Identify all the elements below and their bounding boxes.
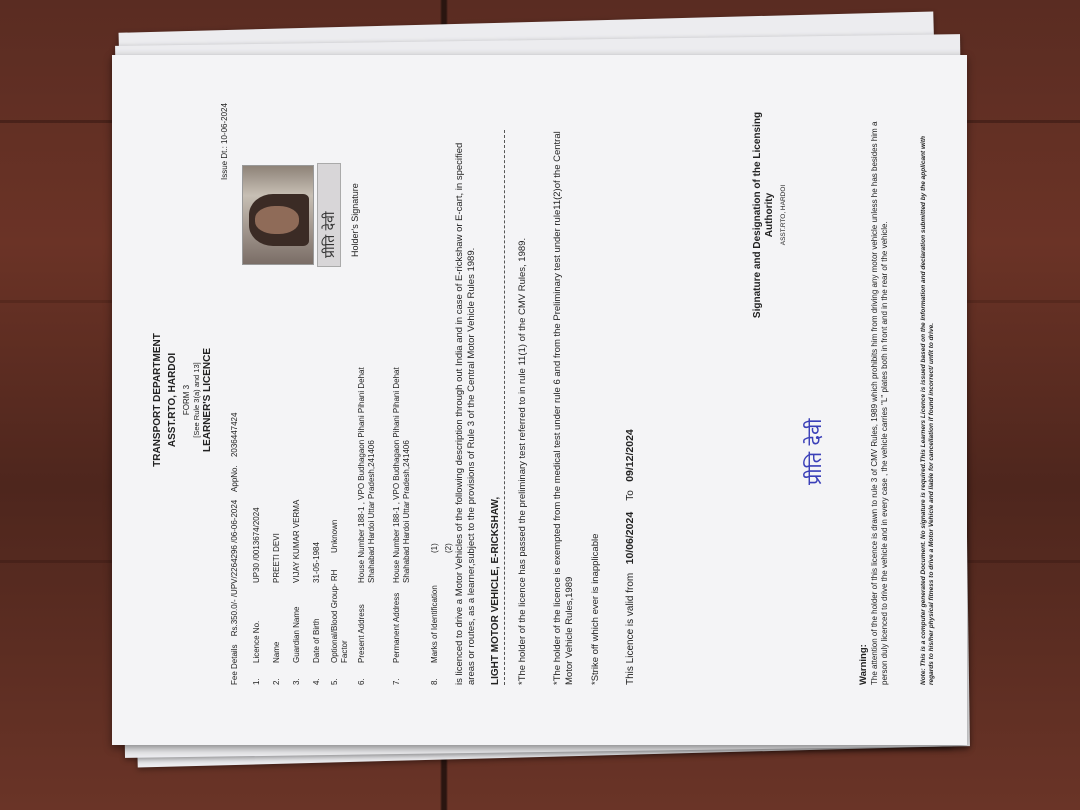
validity-period (624, 429, 638, 685)
licence-page (112, 55, 967, 745)
fee-details (230, 407, 240, 685)
strike-off-note: *Strike off which ever is inapplicable (590, 533, 601, 685)
identification-mark-2: (2) (444, 543, 453, 553)
photo-signature-box (317, 163, 341, 267)
validity-label: This Licence is valid from (625, 572, 636, 685)
field-licence-no: 1.Licence No.UP30 /0013674/2024 (252, 507, 261, 685)
app-no-value: 2036447424 (230, 412, 239, 458)
valid-to-date: 09/12/2024 (624, 429, 636, 482)
photo-face (255, 206, 299, 234)
rule-reference: [See Rule 3(a) and 13] (192, 362, 201, 438)
dotted-divider (504, 130, 505, 685)
licensing-authority-title: Signature and Designation of the Licensing Authority (752, 111, 775, 319)
licensed-paragraph: is licenced to drive a Motor Vehicles of the following description through out India and in case of E-rickshaw or E-cart, in specified areas or routes, as a learner,subject to the provisions of Rule 3 of the Central Motor Vehicle Rules 1989. (454, 142, 478, 685)
warning-heading: Warning: (858, 644, 869, 685)
computer-generated-note: Note: This is a computer generated Document. No signature is required.This Learners Licence is issued based on the Information and declaration submitted by the applicant with regards to his/her physical fitness to drive a Motor Vehicle and liable for cancellation if found incorrect/ unfit to drive. (920, 136, 936, 685)
app-no-label: AppNo. (230, 465, 239, 492)
validity-to-label: To (625, 490, 636, 501)
form-number: FORM 3 (182, 384, 191, 416)
office-title: ASST.RTO, HARDOI (167, 352, 178, 448)
holder-photo (242, 165, 314, 265)
department-title: TRANSPORT DEPARTMENT (152, 333, 163, 467)
valid-from-date: 10/06/2024 (624, 511, 636, 565)
fee-label: Fee Details (230, 644, 239, 685)
field-permanent-address: 7.Permanent AddressHouse Number 188-1 , VPO Budhagaon Pihani Pihani Dehat Shahabad Hardoi Uttar Pradesh,241406 (392, 367, 411, 685)
field-present-address: 6.Present AddressHouse Number 188-1 , VPO Budhagaon Pihani Pihani Dehat Shahabad Hardoi Uttar Pradesh,241406 (357, 367, 376, 685)
field-name: 2.NamePREETI DEVI (272, 533, 281, 685)
field-date-of-birth: 4.Date of Birth31-05-1984 (312, 542, 321, 685)
field-identification-marks: 8.Marks of Identification(1) (430, 543, 439, 685)
fee-value: Rs.350.0/- /UPV/2264296 /06-06-2024 (230, 499, 239, 637)
photo-signature: प्रीति देवी (322, 211, 338, 258)
preliminary-test-note: *The holder of the licence has passed the preliminary test referred to in rule 11(1) of the CMV Rules, 1989. (517, 237, 528, 685)
medical-exemption-note: *The holder of the licence is exempted from the medical test under rule 6 and from the Preliminary test under rule11(2)of the Central Motor Vehicle Rules,1989 (552, 131, 576, 685)
issue-date: Issue Dt.: 10-06-2024 (220, 103, 229, 180)
licence-document (112, 55, 967, 745)
field-guardian-name: 3.Guardian NameVIJAY KUMAR VERMA (292, 499, 301, 685)
holder-signature-label: Holder's Signature (350, 183, 360, 257)
handwritten-signature: प्रीति देवी (802, 418, 826, 485)
field-blood-group: 5.Optional/Blood Group- RH FactorUnknown (330, 519, 349, 685)
vehicle-class: LIGHT MOTOR VEHICLE, E-RICKSHAW, (490, 496, 501, 685)
licensing-authority-office: ASST.RTO, HARDOI (780, 184, 787, 246)
warning-text: The attention of the holder of this licence is drawn to rule 3 of CMV Rules, 1989 which prohibits him from driving any motor vehicle unless he has besides him a person duly licenced to drive the vehicle and in every case , the vehicle carries "L" plates both in front and in the rear of the vehicle. (870, 121, 889, 685)
document-title: LEARNER'S LICENCE (202, 347, 213, 453)
